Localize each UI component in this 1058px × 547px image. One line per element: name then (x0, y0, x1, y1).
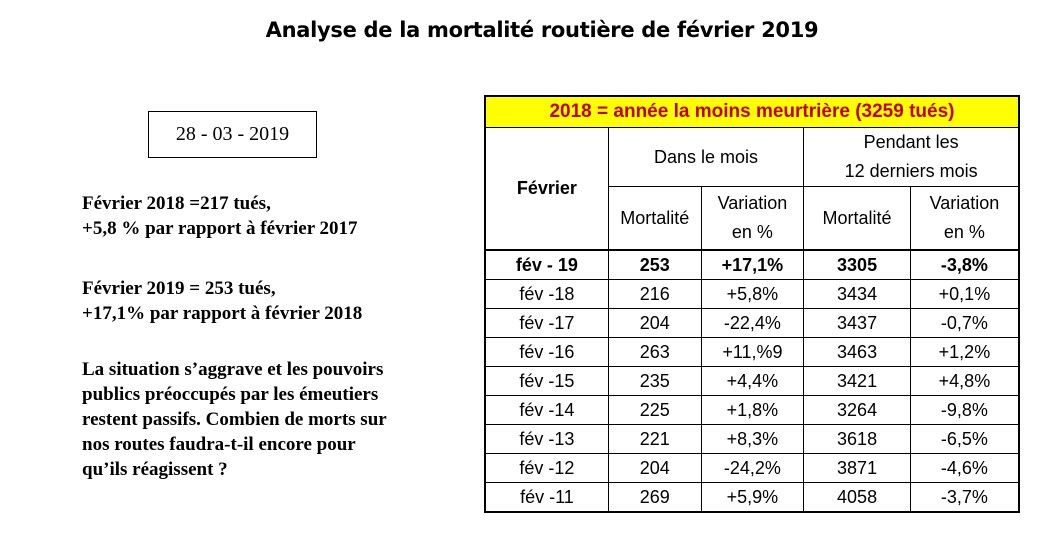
cell-variation-mois: +8,3% (701, 425, 804, 454)
cell-mortalite-mois: 204 (608, 309, 701, 338)
cell-month: fév -11 (485, 483, 608, 513)
table-row (485, 367, 1019, 396)
cell-variation-12: +0,1% (910, 280, 1019, 309)
table-row (485, 483, 1019, 513)
paragraph-line: qu’ils réagissent ? (82, 459, 228, 480)
header-variation-mois (701, 187, 804, 251)
cell-month: fév - 19 (485, 250, 608, 280)
header-dans-le-mois: Dans le mois (608, 128, 803, 187)
table-row (485, 280, 1019, 309)
cell-month: fév -13 (485, 425, 608, 454)
cell-variation-12: +1,2% (910, 338, 1019, 367)
cell-mortalite-12: 3618 (804, 425, 911, 454)
table-row (485, 454, 1019, 483)
paragraph-line: Février 2018 =217 tués, (82, 193, 271, 214)
cell-variation-mois: +5,8% (701, 280, 804, 309)
cell-mortalite-mois: 221 (608, 425, 701, 454)
cell-mortalite-12: 4058 (804, 483, 911, 513)
cell-month: fév -15 (485, 367, 608, 396)
header-variation-line1: Variation (929, 193, 1000, 213)
header-variation-line1: Variation (717, 193, 788, 213)
cell-mortalite-mois: 216 (608, 280, 701, 309)
cell-mortalite-12: 3463 (804, 338, 911, 367)
paragraph-line: La situation s’aggrave et les pouvoirs (82, 359, 384, 380)
cell-mortalite-12: 3871 (804, 454, 911, 483)
cell-variation-mois: +4,4% (701, 367, 804, 396)
cell-mortalite-mois: 204 (608, 454, 701, 483)
header-variation-line2: en % (731, 222, 773, 242)
header-mortalite-12: Mortalité (804, 187, 911, 251)
cell-mortalite-12: 3264 (804, 396, 911, 425)
paragraph-line: publics préoccupés par les émeutiers (82, 384, 379, 405)
table-row (485, 250, 1019, 280)
cell-mortalite-12: 3305 (804, 250, 911, 280)
header-fevrier: Février (485, 128, 608, 251)
cell-mortalite-mois: 263 (608, 338, 701, 367)
table-row (485, 396, 1019, 425)
cell-month: fév -12 (485, 454, 608, 483)
cell-mortalite-mois: 253 (608, 250, 701, 280)
header-variation-line2: en % (943, 222, 985, 242)
header-12-derniers-mois (804, 128, 1019, 187)
cell-variation-12: -3,8% (910, 250, 1019, 280)
table-row (485, 309, 1019, 338)
table-banner: 2018 = année la moins meurtrière (3259 tués) (485, 96, 1019, 128)
mortality-table (484, 95, 1020, 513)
cell-mortalite-12: 3437 (804, 309, 911, 338)
cell-variation-12: -3,7% (910, 483, 1019, 513)
cell-month: fév -16 (485, 338, 608, 367)
cell-mortalite-mois: 225 (608, 396, 701, 425)
paragraph-line: Février 2019 = 253 tués, (82, 278, 276, 299)
cell-variation-mois: -24,2% (701, 454, 804, 483)
cell-variation-mois: +5,9% (701, 483, 804, 513)
cell-month: fév -14 (485, 396, 608, 425)
page-title: Analyse de la mortalité routière de février 2019 (265, 18, 819, 42)
cell-variation-mois: +17,1% (701, 250, 804, 280)
cell-variation-12: -0,7% (910, 309, 1019, 338)
cell-variation-12: +4,8% (910, 367, 1019, 396)
date-box: 28 - 03 - 2019 (148, 111, 317, 158)
table-row (485, 338, 1019, 367)
cell-mortalite-mois: 269 (608, 483, 701, 513)
paragraph-line: +5,8 % par rapport à février 2017 (82, 218, 358, 239)
table-row (485, 425, 1019, 454)
paragraph-commentary (82, 357, 387, 482)
header-variation-12 (910, 187, 1019, 251)
cell-variation-mois: +11,%9 (701, 338, 804, 367)
cell-variation-mois: -22,4% (701, 309, 804, 338)
header-12-line1: Pendant les (863, 132, 959, 152)
cell-mortalite-12: 3421 (804, 367, 911, 396)
header-mortalite-mois: Mortalité (608, 187, 701, 251)
cell-variation-12: -6,5% (910, 425, 1019, 454)
cell-variation-12: -9,8% (910, 396, 1019, 425)
header-12-line2: 12 derniers mois (844, 161, 978, 181)
paragraph-line: restent passifs. Combien de morts sur (82, 409, 387, 430)
cell-mortalite-mois: 235 (608, 367, 701, 396)
paragraph-feb-2018 (82, 191, 358, 241)
cell-variation-12: -4,6% (910, 454, 1019, 483)
cell-month: fév -17 (485, 309, 608, 338)
cell-mortalite-12: 3434 (804, 280, 911, 309)
paragraph-line: +17,1% par rapport à février 2018 (82, 303, 363, 324)
paragraph-feb-2019 (82, 276, 362, 326)
cell-variation-mois: +1,8% (701, 396, 804, 425)
paragraph-line: nos routes faudra-t-il encore pour (82, 434, 356, 455)
cell-month: fév -18 (485, 280, 608, 309)
